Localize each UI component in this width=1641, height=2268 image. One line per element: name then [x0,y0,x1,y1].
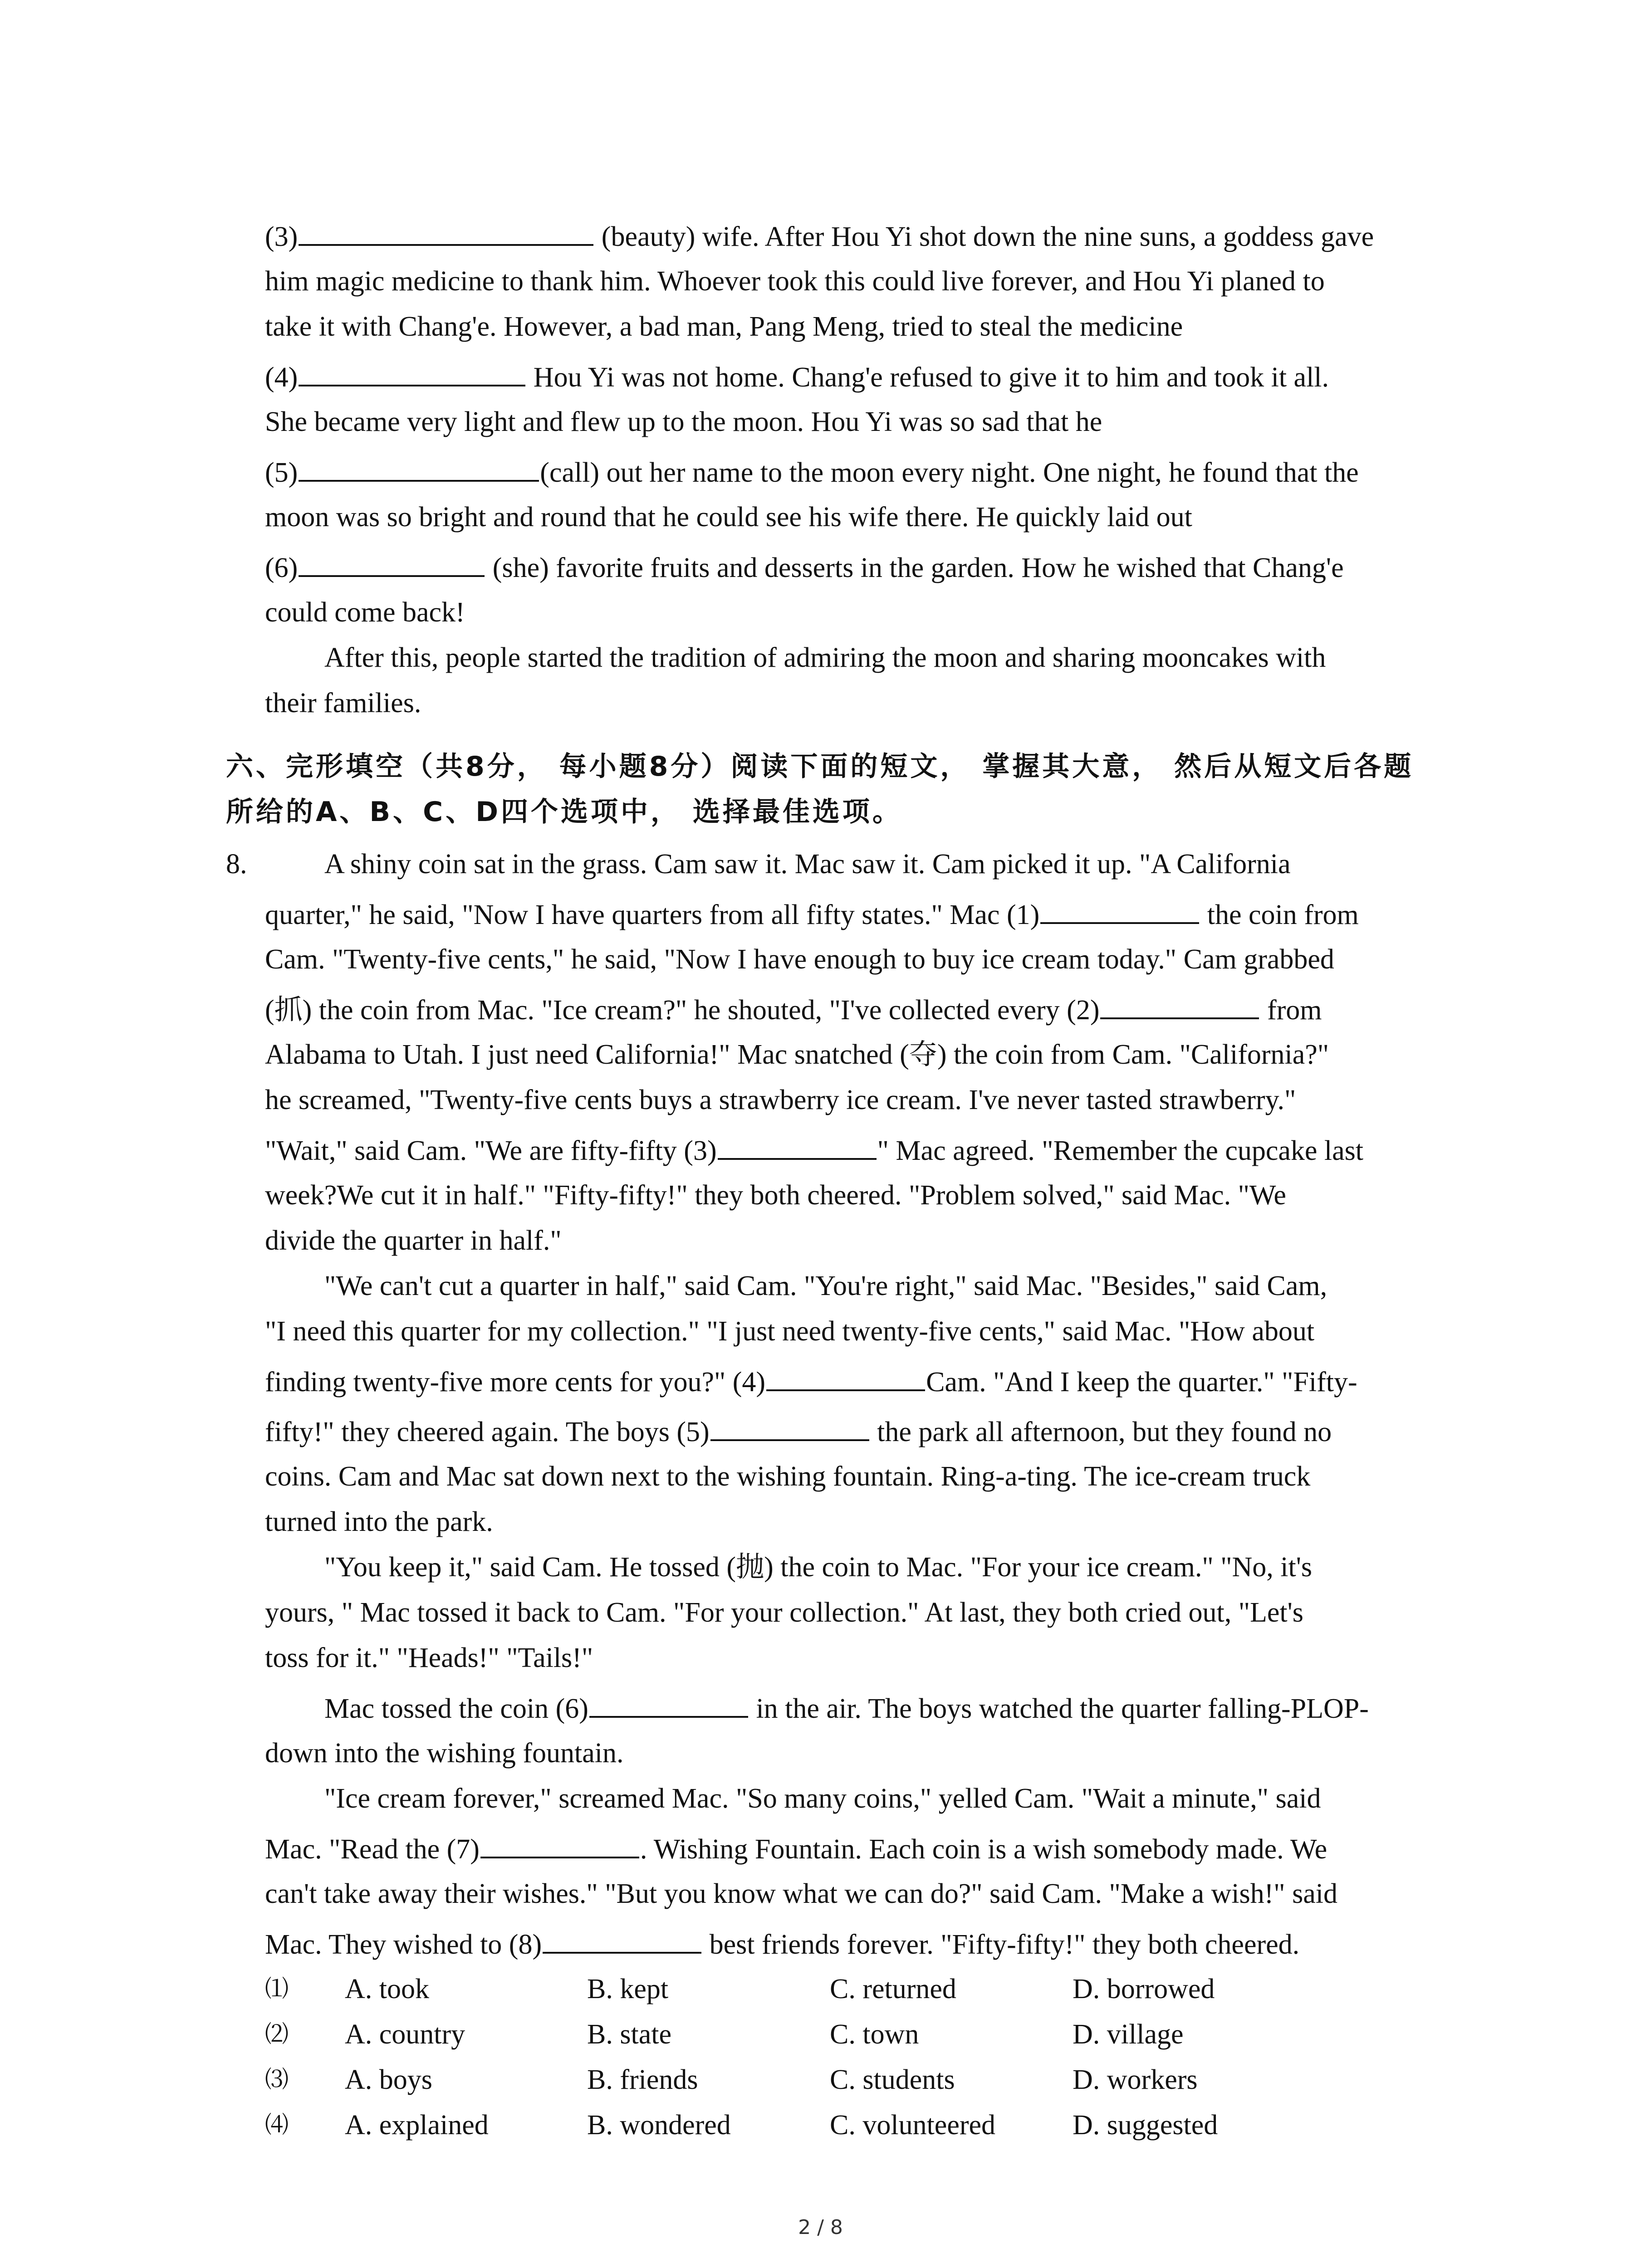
answer-blank[interactable] [1040,896,1199,924]
passage-line: their families. [265,688,421,719]
question-line: toss for it." "Heads!" "Tails!" [265,1642,593,1673]
option-a[interactable]: A. country [345,2019,465,2050]
question-line: "Ice cream forever," screamed Mac. "So many coins," yelled Cam. "Wait a minute," said [324,1783,1321,1814]
question-line: week?We cut it in half." "Fifty-fifty!" they both cheered. "Problem solved," said Mac. "We [265,1180,1286,1211]
question-line: divide the quarter in half." [265,1225,562,1256]
answer-blank[interactable] [718,1132,877,1160]
question-text: from [1260,995,1322,1026]
option-a[interactable]: A. explained [345,2110,489,2141]
answer-blank[interactable] [1100,991,1259,1019]
option-a[interactable]: A. took [345,1974,429,2004]
question-text: Mac tossed the coin (6) [324,1693,588,1724]
question-text: finding twenty-five more cents for you?" (4) [265,1367,766,1398]
question-text: quarter," he said, "Now I have quarters from all fifty states." Mac (1) [265,899,1040,930]
page-number: 2 / 8 [798,2216,843,2239]
answer-blank[interactable] [543,1926,701,1954]
answer-blank[interactable] [589,1690,748,1718]
option-d[interactable]: D. village [1073,2019,1184,2050]
question-line [265,991,1322,1028]
passage-line [265,358,1329,396]
question-text: Mac. "Read the (7) [265,1834,480,1865]
option-b[interactable]: B. wondered [587,2110,731,2141]
blank-number: (3) [265,221,298,252]
question-text: fifty!" they cheered again. The boys (5) [265,1417,710,1447]
question-line: turned into the park. [265,1506,493,1537]
option-d[interactable]: D. suggested [1073,2110,1218,2141]
option-c[interactable]: C. returned [830,1974,956,2004]
option-row [265,2107,1490,2143]
option-number: ⑵ [265,2021,289,2048]
question-text: the park all afternoon, but they found no [870,1417,1332,1447]
question-line [265,1363,1357,1400]
question-line [265,1926,1299,1963]
question-text: . Wishing Fountain. Each coin is a wish somebody made. We [640,1834,1327,1865]
question-line: yours, " Mac tossed it back to Cam. "For your collection." At last, they both cried out, "Let's [265,1597,1303,1628]
passage-line [265,218,1374,255]
question-line: Alabama to Utah. I just need California!" Mac snatched (夺) the coin from Cam. "California?" [265,1039,1329,1070]
question-text: " Mac agreed. "Remember the cupcake last [877,1135,1364,1166]
answer-blank[interactable] [299,454,539,482]
passage-line: could come back! [265,597,465,628]
option-d[interactable]: D. workers [1073,2064,1198,2095]
question-text: "Wait," said Cam. "We are fifty-fifty (3) [265,1135,717,1166]
question-text: in the air. The boys watched the quarter falling-PLOP- [749,1693,1369,1724]
question-line [265,1830,1327,1867]
passage-line: take it with Chang'e. However, a bad man, Pang Meng, tried to steal the medicine [265,311,1183,342]
question-line: Cam. "Twenty-five cents," he said, "Now I have enough to buy ice cream today." Cam grabbed [265,944,1334,975]
question-line: coins. Cam and Mac sat down next to the wishing fountain. Ring-a-ting. The ice-cream truck [265,1461,1311,1492]
question-line: "You keep it," said Cam. He tossed (抛) the coin to Mac. "For your ice cream." "No, it's [324,1552,1313,1583]
passage-text: Hou Yi was not home. Chang'e refused to give it to him and took it all. [526,362,1329,393]
question-line [265,1413,1332,1450]
answer-blank[interactable] [766,1363,925,1391]
answer-blank[interactable] [299,549,485,577]
question-text: Mac. They wished to (8) [265,1929,542,1960]
option-a[interactable]: A. boys [345,2064,432,2095]
passage-line: him magic medicine to thank him. Whoever took this could live forever, and Hou Yi planed to [265,266,1325,297]
question-line: can't take away their wishes." "But you know what we can do?" said Cam. "Make a wish!" said [265,1878,1337,1909]
question-text: the coin from [1200,899,1359,930]
question-text: (抓) the coin from Mac. "Ice cream?" he shouted, "I've collected every (2) [265,995,1100,1026]
section-heading: 所给的A、B、C、D四个选项中， 选择最佳选项。 [226,796,902,828]
option-number: ⑴ [265,1975,289,2003]
passage-line: She became very light and flew up to the moon. Hou Yi was so sad that he [265,406,1102,437]
passage-text: (call) out her name to the moon every night. One night, he found that the [540,457,1359,488]
option-b[interactable]: B. state [587,2019,671,2050]
passage-text: (beauty) wife. After Hou Yi shot down the nine suns, a goddess gave [594,221,1374,252]
question-text: best friends forever. "Fifty-fifty!" they both cheered. [702,1929,1300,1960]
question-line: he screamed, "Twenty-five cents buys a strawberry ice cream. I've never tasted strawberry." [265,1085,1296,1115]
option-d[interactable]: D. borrowed [1073,1974,1215,2004]
option-c[interactable]: C. town [830,2019,919,2050]
question-line: A shiny coin sat in the grass. Cam saw it. Mac saw it. Cam picked it up. "A California [324,849,1291,880]
answer-blank[interactable] [299,218,593,246]
option-number: ⑶ [265,2066,289,2093]
question-line: down into the wishing fountain. [265,1738,624,1769]
blank-number: (6) [265,552,298,583]
question-text: Cam. "And I keep the quarter." "Fifty- [926,1367,1357,1398]
question-line [265,896,1359,933]
option-c[interactable]: C. volunteered [830,2110,996,2141]
option-b[interactable]: B. friends [587,2064,698,2095]
answer-blank[interactable] [299,358,525,386]
question-line [265,1132,1363,1169]
answer-blank[interactable] [710,1413,869,1441]
passage-line: After this, people started the tradition of admiring the moon and sharing mooncakes with [324,642,1326,673]
option-row [265,1971,1490,2007]
option-row [265,2062,1490,2098]
passage-line [265,454,1359,491]
passage-text: (she) favorite fruits and desserts in the garden. How he wished that Chang'e [485,552,1344,583]
passage-line: moon was so bright and round that he could see his wife there. He quickly laid out [265,502,1192,533]
blank-number: (5) [265,457,298,488]
option-c[interactable]: C. students [830,2064,955,2095]
question-line: "We can't cut a quarter in half," said Cam. "You're right," said Mac. "Besides," said Cam, [324,1271,1327,1301]
blank-number: (4) [265,362,298,393]
question-line: "I need this quarter for my collection." "I just need twenty-five cents," said Mac. "How about [265,1316,1315,1347]
question-line [324,1690,1369,1727]
option-number: ⑷ [265,2112,289,2139]
option-b[interactable]: B. kept [587,1974,669,2004]
passage-line [265,549,1344,586]
section-heading: 六、完形填空（共8分， 每小题8分）阅读下面的短文， 掌握其大意， 然后从短文后各题 [226,751,1414,782]
question-number: 8. [226,849,247,880]
option-row [265,2016,1490,2053]
answer-blank[interactable] [480,1830,639,1858]
